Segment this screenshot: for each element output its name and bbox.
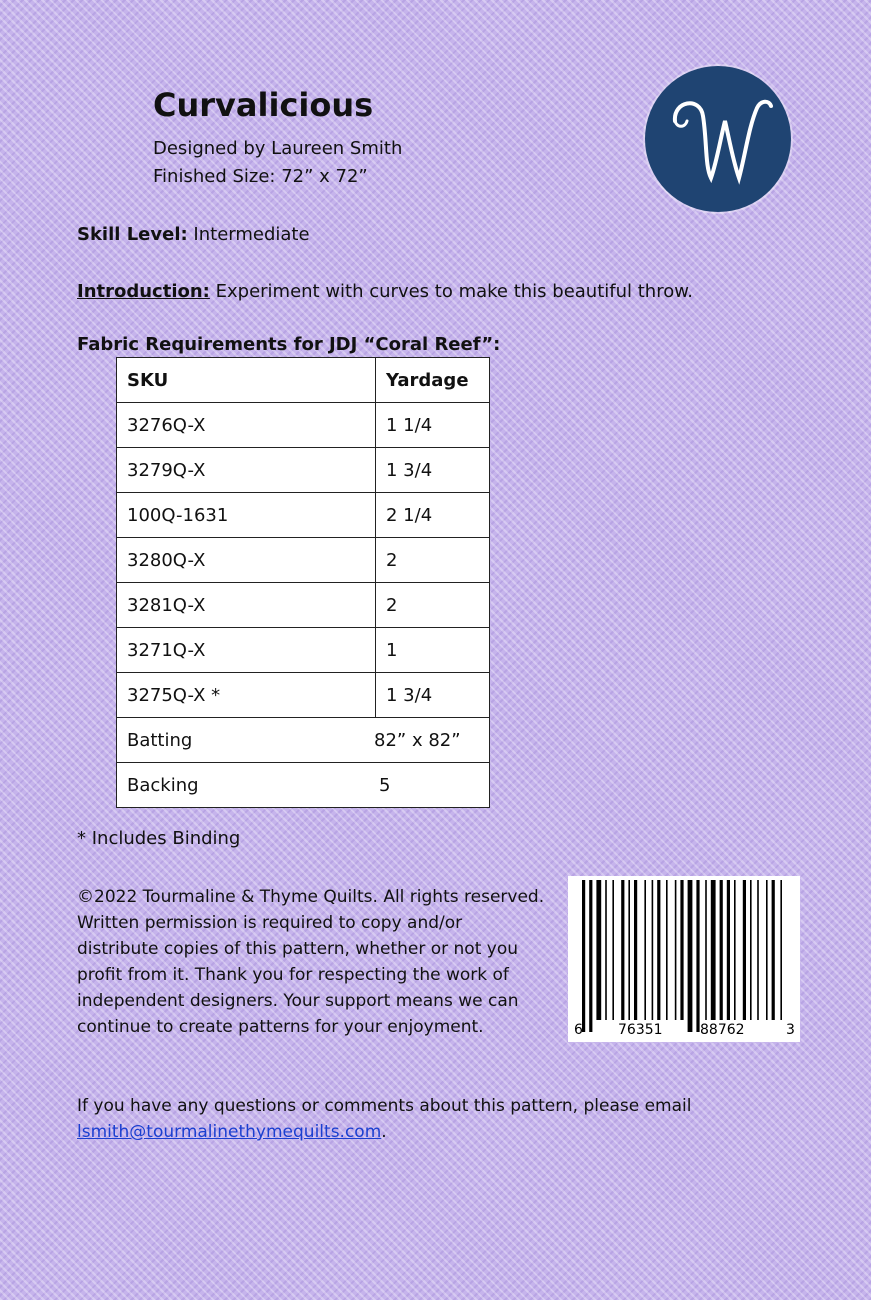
table-header-row bbox=[117, 358, 490, 403]
logo-letter: W bbox=[645, 66, 646, 67]
table-row bbox=[117, 673, 490, 718]
barcode-bar bbox=[734, 880, 736, 1020]
sku-cell: 3279Q-X bbox=[117, 448, 376, 493]
intro-text: Experiment with curves to make this beautiful throw. bbox=[209, 281, 694, 302]
binding-footnote: * Includes Binding bbox=[77, 828, 241, 849]
barcode-bar bbox=[727, 880, 730, 1020]
barcode-bar bbox=[582, 880, 585, 1032]
barcode-bar bbox=[596, 880, 601, 1020]
intro-label: Introduction: bbox=[77, 281, 210, 302]
batting-value: 82” x 82” bbox=[374, 729, 461, 751]
logo-monogram-icon bbox=[645, 66, 791, 212]
table-row bbox=[117, 628, 490, 673]
barcode-bar bbox=[666, 880, 668, 1020]
batting-label: Batting bbox=[127, 729, 193, 751]
barcode-bar bbox=[696, 880, 699, 1032]
sku-header: SKU bbox=[117, 358, 376, 403]
barcode-bar bbox=[711, 880, 716, 1020]
backing-value: 5 bbox=[379, 774, 391, 796]
brand-logo bbox=[645, 66, 791, 212]
barcode-bar bbox=[657, 880, 660, 1020]
barcode-group-2: 88762 bbox=[700, 1022, 745, 1038]
barcode-bar bbox=[589, 880, 592, 1032]
barcode-bar bbox=[772, 880, 775, 1020]
sku-cell: 3271Q-X bbox=[117, 628, 376, 673]
table-row-backing bbox=[117, 763, 490, 808]
fabric-requirements-table bbox=[116, 357, 490, 808]
barcode-bar bbox=[688, 880, 693, 1032]
sku-cell: 3275Q-X * bbox=[117, 673, 376, 718]
yardage-cell: 2 1/4 bbox=[376, 493, 490, 538]
barcode-bar bbox=[628, 880, 630, 1020]
fabric-heading: Fabric Requirements for JDJ “Coral Reef”: bbox=[77, 334, 501, 355]
skill-value: Intermediate bbox=[187, 224, 310, 245]
yardage-cell: 1 1/4 bbox=[376, 403, 490, 448]
barcode-bar bbox=[612, 880, 614, 1020]
yardage-cell: 1 bbox=[376, 628, 490, 673]
batting-cell bbox=[117, 718, 490, 763]
barcode-group-1: 76351 bbox=[618, 1022, 663, 1038]
table-row bbox=[117, 493, 490, 538]
finished-size: Finished Size: 72” x 72” bbox=[153, 166, 368, 187]
yardage-cell: 1 3/4 bbox=[376, 448, 490, 493]
barcode-bar bbox=[780, 880, 782, 1020]
yardage-cell: 2 bbox=[376, 583, 490, 628]
table-row bbox=[117, 403, 490, 448]
contact-info bbox=[77, 1093, 777, 1145]
barcode-bar bbox=[743, 880, 746, 1020]
backing-cell bbox=[117, 763, 490, 808]
barcode-bar bbox=[720, 880, 723, 1020]
barcode-bar bbox=[605, 880, 607, 1020]
barcode-bar bbox=[757, 880, 759, 1020]
introduction bbox=[77, 281, 693, 302]
barcode-bar bbox=[621, 880, 624, 1020]
barcode-right-digit: 3 bbox=[786, 1022, 795, 1038]
yardage-cell: 1 3/4 bbox=[376, 673, 490, 718]
barcode-bar bbox=[680, 880, 683, 1020]
table-row bbox=[117, 583, 490, 628]
table-row bbox=[117, 538, 490, 583]
upc-barcode bbox=[568, 876, 800, 1042]
email-link[interactable]: lsmith@tourmalinethymequilts.com bbox=[77, 1122, 382, 1142]
barcode-graphic bbox=[568, 876, 800, 1042]
table-row bbox=[117, 448, 490, 493]
yardage-header: Yardage bbox=[376, 358, 490, 403]
barcode-bar bbox=[634, 880, 637, 1020]
skill-level bbox=[77, 224, 310, 245]
yardage-cell: 2 bbox=[376, 538, 490, 583]
barcode-bar bbox=[705, 880, 707, 1020]
pattern-title: Curvalicious bbox=[153, 86, 374, 124]
contact-text: If you have any questions or comments about this pattern, please email bbox=[77, 1096, 692, 1116]
barcode-bar bbox=[675, 880, 677, 1020]
sku-cell: 3281Q-X bbox=[117, 583, 376, 628]
barcode-bar bbox=[644, 880, 646, 1020]
barcode-bar bbox=[750, 880, 752, 1020]
barcode-bar bbox=[766, 880, 768, 1020]
copyright-notice: ©2022 Tourmaline & Thyme Quilts. All rights reserved. Written permission is required to copy and/or distribute copies of this pattern, whether or not you profit from it. Thank you for respecting the work of independent designers. Your support means we can continue to create patterns for your enjoyment. bbox=[77, 887, 545, 1037]
sku-cell: 100Q-1631 bbox=[117, 493, 376, 538]
sku-cell: 3280Q-X bbox=[117, 538, 376, 583]
barcode-left-digit: 6 bbox=[574, 1022, 583, 1038]
barcode-bar bbox=[652, 880, 654, 1020]
backing-label: Backing bbox=[127, 774, 199, 796]
sku-cell: 3276Q-X bbox=[117, 403, 376, 448]
table-row-batting bbox=[117, 718, 490, 763]
contact-trail: . bbox=[381, 1122, 387, 1142]
skill-label: Skill Level: bbox=[77, 224, 188, 245]
designer-credit: Designed by Laureen Smith bbox=[153, 138, 403, 159]
